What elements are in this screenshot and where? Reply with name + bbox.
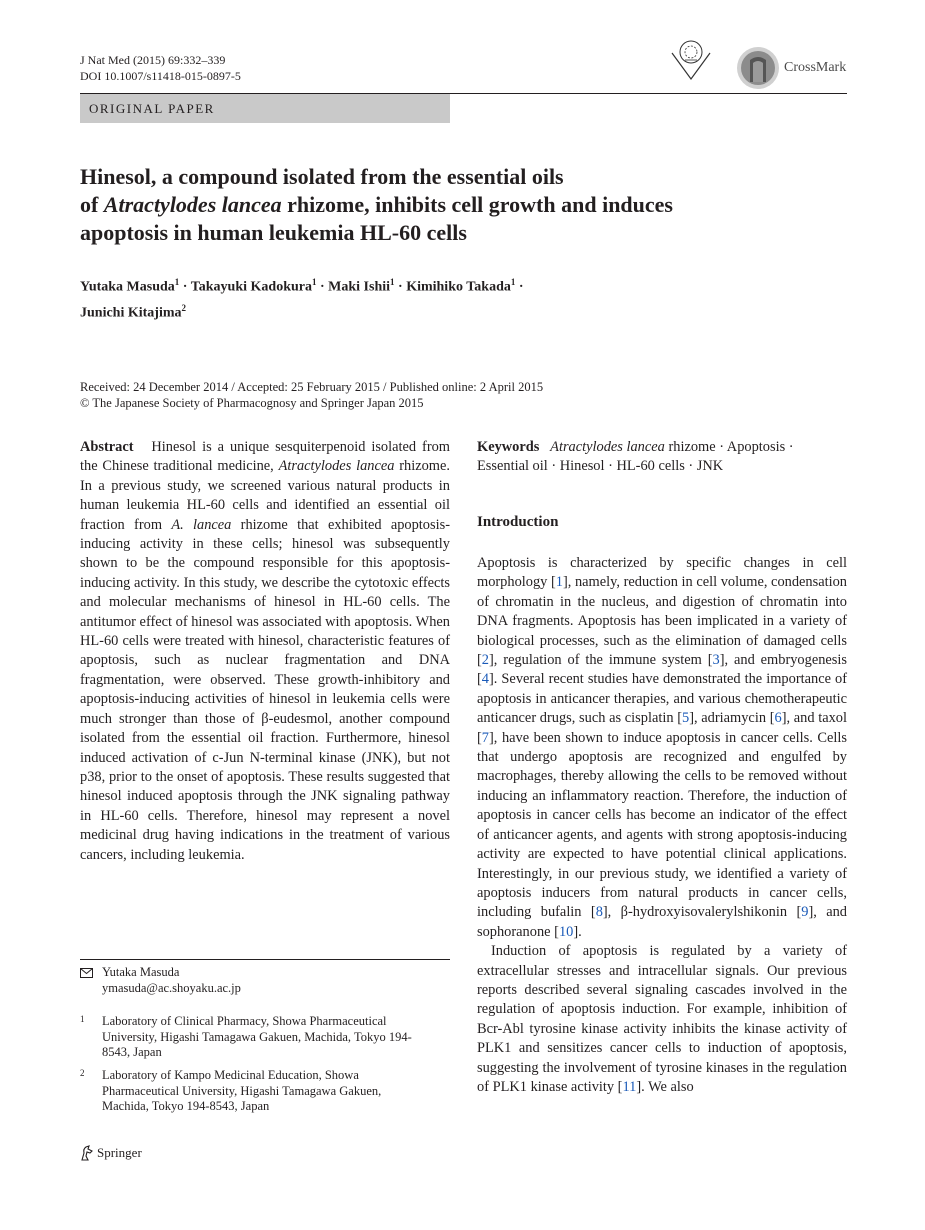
keyword-species: Atractylodes lancea (550, 439, 665, 455)
journal-citation: J Nat Med (2015) 69:332–339 (80, 53, 226, 67)
paragraph-text: ], β-hydroxyisovalerylshikonin [ (602, 904, 802, 921)
affiliation-text: Laboratory of Clinical Pharmacy, Showa Pharmaceutical University, Higashi Tamagawa Gakuen, Machida, Tokyo 194-8543, Japan (102, 1014, 412, 1059)
introduction-paragraph (477, 554, 847, 942)
paragraph-text: ], have been shown to induce apoptosis in cancer cells. Cells that undergo apoptosis are recognized and engulfed by macrophages, thereby allowing the cells to be removed without inducing an inflammatory reaction. Therefore, the induction of apoptosis in cancer cells has become an indicator of the effect of anticancer agents, and agents with strong apoptosis-inducing activity are expected to have potential clinical applications. Interestingly, in our previous study, we identified a variety of apoptosis inducers from natural products in cancer cells, including bufalin [ (477, 729, 847, 921)
footnote-divider (80, 959, 450, 960)
author-affiliation-mark: 1 (510, 277, 516, 287)
paragraph-text: ], and sophoranone [ (477, 904, 848, 940)
abstract-species-abbrev: A. lancea (171, 516, 232, 533)
publisher-name: Springer (97, 1145, 142, 1160)
paragraph-text: Apoptosis is characterized by specific changes in cell morphology [ (477, 555, 847, 591)
publisher-footer (80, 1145, 142, 1161)
introduction-body (477, 554, 847, 1097)
title-species-name: Atractylodes lancea (103, 192, 282, 217)
copyright-line: © The Japanese Society of Pharmacognosy and Springer Japan 2015 (80, 396, 424, 410)
article-title (80, 163, 800, 247)
abstract-text-3: rhizome that exhibited apoptosis-inducing activity in these cells; hinesol was subsequently shown to be the compound responsible for this apoptosis-inducing activity. In this study, we describe the cytotoxic effects and molecular mechanisms of hinesol in HL-60 cells. The antitumor effect of hinesol was associated with apoptosis. When HL-60 cells were treated with hinesol, characteristic features of apoptosis, such as nuclear fragmentation and DNA fragmentation, were observed. These growth-inhibitory and apoptosis-inducing activities of hinesol in leukemia cells were much stronger than those of β-eudesmol, another compound isolated from the essential oil fraction. Furthermore, hinesol induced activation of c-Jun N-terminal kinase (JNK), but not p38, prior to the onset of apoptosis. These results suggested that hinesol induced apoptosis through the JNK signaling pathway in HL-60 cells. Therefore, hinesol may represent a novel medicinal drug having indications in the treatment of various cancers, including leukemia. (80, 516, 450, 863)
abstract (80, 438, 450, 865)
crossmark-label: CrossMark (784, 60, 847, 75)
abstract-text-1: Hinesol is a unique sesquiterpenoid isolated from the Chinese traditional medicine, (80, 439, 451, 475)
author-name[interactable]: Maki Ishii (328, 279, 391, 295)
citation-link[interactable]: 7 (481, 729, 489, 746)
citation-link[interactable]: 6 (774, 710, 782, 727)
paragraph-text: ]. We also (636, 1078, 694, 1095)
paragraph-text: ], adriamycin [ (689, 710, 775, 727)
abstract-text-2: rhizome. In a previous study, we screened various natural products in human leukemia HL-60 cells and identified an essential oil fraction from (80, 458, 450, 533)
keywords-list: rhizome · Apoptosis · Essential oil · Hinesol · HL-60 cells · JNK (477, 439, 794, 475)
affiliation-number: 1 (80, 1014, 85, 1024)
paragraph-text: ]. (573, 923, 582, 940)
author-name[interactable]: Takayuki Kadokura (190, 279, 312, 295)
author-affiliation-mark: 1 (174, 277, 180, 287)
paragraph-text: ], regulation of the immune system [ (489, 652, 713, 669)
doi[interactable]: DOI 10.1007/s11418-015-0897-5 (80, 69, 241, 83)
citation-link[interactable]: 5 (682, 710, 690, 727)
citation-link[interactable]: 11 (622, 1078, 637, 1095)
history-dates: Received: 24 December 2014 / Accepted: 25 February 2015 / Published online: 2 April 2015 (80, 380, 544, 394)
author-list (80, 272, 780, 323)
publication-dates (80, 379, 543, 411)
paragraph-text: ], and taxol [ (477, 710, 848, 746)
author-affiliation-mark: 2 (181, 302, 187, 313)
author-affiliation-mark: 1 (390, 277, 395, 287)
keywords-label: Keywords (477, 439, 540, 455)
title-line-2-suffix: rhizome, inhibits cell growth and induces (281, 192, 673, 217)
paragraph-text: ], and embryogenesis [ (477, 652, 847, 688)
crossmark-icon (736, 46, 780, 90)
keywords (477, 438, 847, 477)
envelope-icon (80, 968, 93, 978)
title-line-2-prefix: of (80, 192, 104, 217)
abstract-species-name: Atractylodes lancea (278, 458, 395, 475)
paragraph-text: ]. Several recent studies have demonstrated the importance of apoptosis in anticancer therapies, and various chemotherapeutic anticancer drugs, such as cisplatin [ (477, 671, 847, 727)
author-separator: · (316, 279, 329, 295)
springer-horse-icon (80, 1145, 94, 1161)
author-name[interactable]: Yutaka Masuda (80, 279, 175, 295)
citation-link[interactable]: 3 (712, 652, 720, 669)
author-name[interactable]: Kimihiko Takada (406, 279, 511, 295)
paragraph-text: ], namely, reduction in cell volume, condensation of chromatin in the nucleus, and digestion of chromatin into DNA fragments. Apoptosis has been implicated in a variety of biological processes, such as the elimination of damaged cells [ (477, 574, 847, 669)
citation-link[interactable]: 10 (558, 923, 574, 940)
journal-info (80, 52, 241, 84)
citation-link[interactable]: 8 (595, 904, 603, 921)
abstract-label: Abstract (80, 439, 134, 455)
society-seal-icon (668, 37, 714, 83)
affiliation-number: 2 (80, 1068, 85, 1078)
introduction-paragraph (477, 942, 847, 1097)
citation-link[interactable]: 9 (801, 904, 809, 921)
crossmark-badge[interactable] (736, 46, 846, 90)
citation-link[interactable]: 4 (481, 671, 489, 688)
corresponding-email[interactable]: ymasuda@ac.shoyaku.ac.jp (102, 980, 241, 995)
title-line-1: Hinesol, a compound isolated from the essential oils (80, 164, 564, 189)
section-heading-introduction: Introduction (477, 514, 559, 530)
citation-link[interactable]: 2 (481, 652, 489, 669)
title-line-3: apoptosis in human leukemia HL-60 cells (80, 220, 467, 245)
author-name[interactable]: Junichi Kitajima (80, 305, 182, 321)
author-separator: · (515, 279, 524, 295)
corresponding-name: Yutaka Masuda (102, 965, 180, 979)
paper-type-label: ORIGINAL PAPER (80, 94, 450, 123)
paragraph-text: Induction of apoptosis is regulated by a variety of extracellular stresses and intracellular signals. Our previous reports described several signaling cascades involved in the regulation of apoptosis induction. For example, inhibition of Bcr-Abl tyrosine kinase activity inhibits the kinase activity of PLK1 and sensitizes cancer cells to induction of apoptosis, suggesting the involvement of tyrosine kinases in the regulation of PLK1 kinase activity [ (477, 943, 847, 1095)
affiliation-text: Laboratory of Kampo Medicinal Education, Showa Pharmaceutical University, Higashi Tamagawa Gakuen, Machida, Tokyo 194-8543, Japan (102, 1068, 382, 1113)
author-separator: · (394, 279, 407, 295)
author-separator: · (179, 279, 191, 295)
citation-link[interactable]: 1 (555, 574, 563, 591)
author-affiliation-mark: 1 (311, 277, 317, 287)
